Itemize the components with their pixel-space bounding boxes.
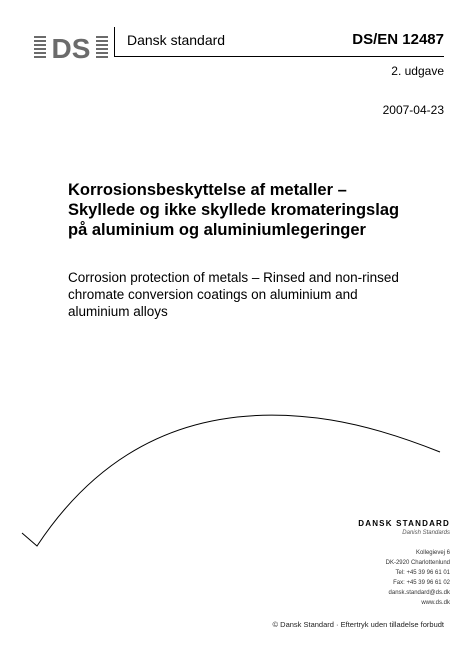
- publisher-block: [330, 519, 450, 608]
- copyright-footer: © Dansk Standard · Eftertryk uden tilladelse forbudt: [272, 620, 444, 629]
- title-danish: Korrosionsbeskyttelse af metaller – Skyllede og ikke skyllede kromateringslag på aluminium og aluminiumlegeringer: [68, 181, 400, 239]
- edition-label: 2. udgave: [391, 64, 444, 78]
- title-english: Corrosion protection of metals – Rinsed and non-rinsed chromate conversion coatings on aluminium and aluminium alloys: [68, 270, 399, 319]
- publisher-address: Kollegievej 6: [415, 550, 450, 556]
- publisher-name: DANSK STANDARD: [358, 519, 450, 528]
- publisher-website[interactable]: www.ds.dk: [421, 600, 450, 606]
- header-vertical-rule: [114, 27, 115, 57]
- standard-label: Dansk standard: [127, 32, 226, 48]
- publisher-subtitle: Danish Standards: [402, 530, 450, 536]
- ds-logo: [34, 30, 108, 64]
- publisher-email[interactable]: dansk.standard@ds.dk: [388, 590, 450, 596]
- publisher-phone: Tel: +45 39 96 61 01: [395, 570, 450, 576]
- header-horizontal-rule: [114, 56, 444, 57]
- publication-date: 2007-04-23: [382, 103, 444, 117]
- publisher-fax: Fax: +45 39 96 61 02: [393, 580, 450, 586]
- standard-number: DS/EN 12487: [352, 31, 444, 48]
- publisher-city: DK-2920 Charlottenlund: [385, 560, 450, 566]
- logo-text: DS: [51, 33, 91, 64]
